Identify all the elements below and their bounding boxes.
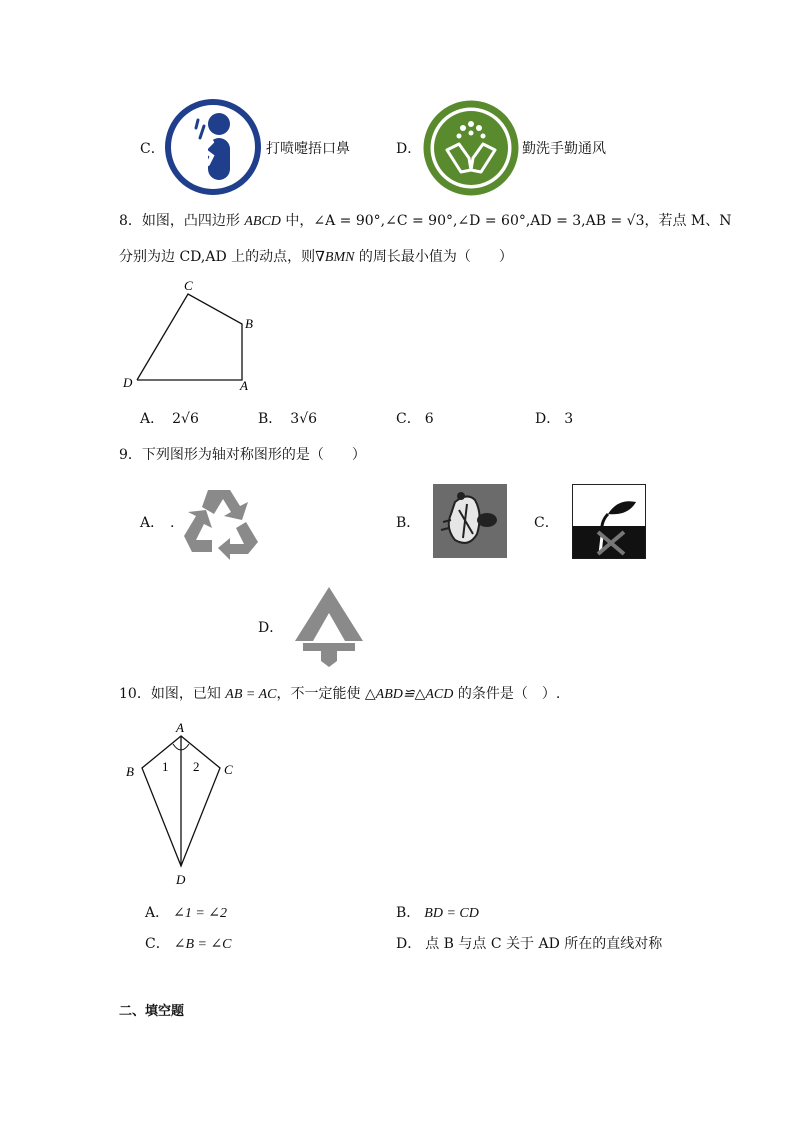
q10-option-c-value: ∠B = ∠C xyxy=(173,937,232,952)
q10-option-b[interactable] xyxy=(396,904,479,923)
q8-option-d-value: 3 xyxy=(564,411,574,427)
q8-option-a-value: 2√6 xyxy=(172,411,199,427)
q9-option-d-letter: D． xyxy=(258,620,284,636)
washing-hands-icon xyxy=(423,100,519,196)
q10-option-a-letter: A． xyxy=(145,905,170,921)
q10-option-d-value: 点 B 与点 C 关于 AD 所在的直线对称 xyxy=(425,936,663,952)
q10-option-a[interactable] xyxy=(145,904,227,923)
q9-stem: 9．下列图形为轴对称图形的是（ ） xyxy=(119,447,366,463)
q8-option-c[interactable] xyxy=(396,410,434,428)
no-plant-destruction-icon xyxy=(572,484,646,559)
q8-quad-name: ABCD xyxy=(244,214,281,229)
q8-stem-suffix: ，若点 M、N xyxy=(644,213,732,229)
q8-stem-line2 xyxy=(119,248,513,267)
q10-stem-prefix: 10．如图，已知 xyxy=(119,686,226,702)
q7-option-d-letter: D． xyxy=(396,141,422,157)
q10-stem-eq: AB = AC xyxy=(225,687,277,702)
q8-stem-sqrt: √3 xyxy=(626,213,645,229)
q10-stem-suffix: 的条件是（ ）. xyxy=(453,686,561,702)
q8-option-b[interactable] xyxy=(258,410,317,428)
q8-stem2-prefix: 分别为边 CD,AD 上的动点，则 xyxy=(119,249,316,265)
food-waste-icon xyxy=(433,484,507,558)
q10-stem xyxy=(119,685,560,704)
q10-stem-cong: △ABD≌△ACD xyxy=(364,687,454,702)
q8-stem-prefix: 8．如图，凸四边形 xyxy=(119,213,245,229)
q10-option-b-letter: B． xyxy=(396,905,421,921)
recycle-arrows-icon xyxy=(293,585,365,669)
q10-angle-1: 1 xyxy=(162,759,169,774)
q9-option-a-letter: A． xyxy=(140,515,165,531)
q8-option-a[interactable] xyxy=(140,410,199,428)
q8-option-c-value: 6 xyxy=(424,411,434,427)
q8-option-d[interactable] xyxy=(535,410,573,428)
q7-option-d-caption: 勤洗手勤通风 xyxy=(522,141,606,157)
q8-option-c-letter: C． xyxy=(396,411,421,427)
q9-option-b-letter: B． xyxy=(396,515,421,531)
q10-label-b: B xyxy=(126,764,134,779)
q8-option-b-value: 3√6 xyxy=(290,411,318,427)
q8-option-a-letter: A． xyxy=(140,411,165,427)
q8-stem-mid: 中，∠A = 90°,∠C = 90°,∠D = 60°,AD = 3,AB = xyxy=(280,213,627,229)
q10-label-c: C xyxy=(224,762,233,777)
q8-label-c: C xyxy=(184,278,193,293)
q8-stem-line1 xyxy=(119,212,732,231)
q10-angle-2: 2 xyxy=(193,759,200,774)
q10-option-d[interactable] xyxy=(396,935,662,953)
q10-label-a: A xyxy=(176,720,184,735)
q8-label-b: B xyxy=(245,316,253,331)
q8-label-a: A xyxy=(240,378,248,393)
q8-option-b-letter: B． xyxy=(258,411,283,427)
q7-option-c-letter: C． xyxy=(140,141,165,157)
q8-label-d: D xyxy=(123,375,133,390)
q10-stem-mid: ，不一定能使 xyxy=(276,686,365,702)
q9-option-a-dot: . xyxy=(170,515,175,531)
q8-option-d-letter: D． xyxy=(535,411,561,427)
q8-triangle-name: ∇BMN xyxy=(315,250,355,265)
q8-quadrilateral-figure xyxy=(118,276,268,396)
q9-option-c-letter: C． xyxy=(534,515,559,531)
q10-option-c-letter: C． xyxy=(145,936,170,952)
q8-stem2-suffix: 的周长最小值为（ ） xyxy=(354,249,513,265)
q10-option-b-value: BD = CD xyxy=(424,906,479,921)
q10-option-a-value: ∠1 = ∠2 xyxy=(173,906,228,921)
section-title: 二、填空题 xyxy=(119,1004,185,1019)
recycle-icon xyxy=(178,484,264,560)
q10-option-d-letter: D． xyxy=(396,936,422,952)
q7-option-c-caption: 打喷嚏捂口鼻 xyxy=(266,141,350,157)
q10-option-c[interactable] xyxy=(145,935,232,954)
person-sneezing-icon xyxy=(164,98,262,196)
q10-label-d: D xyxy=(176,872,186,887)
q10-kite-figure xyxy=(120,716,250,890)
